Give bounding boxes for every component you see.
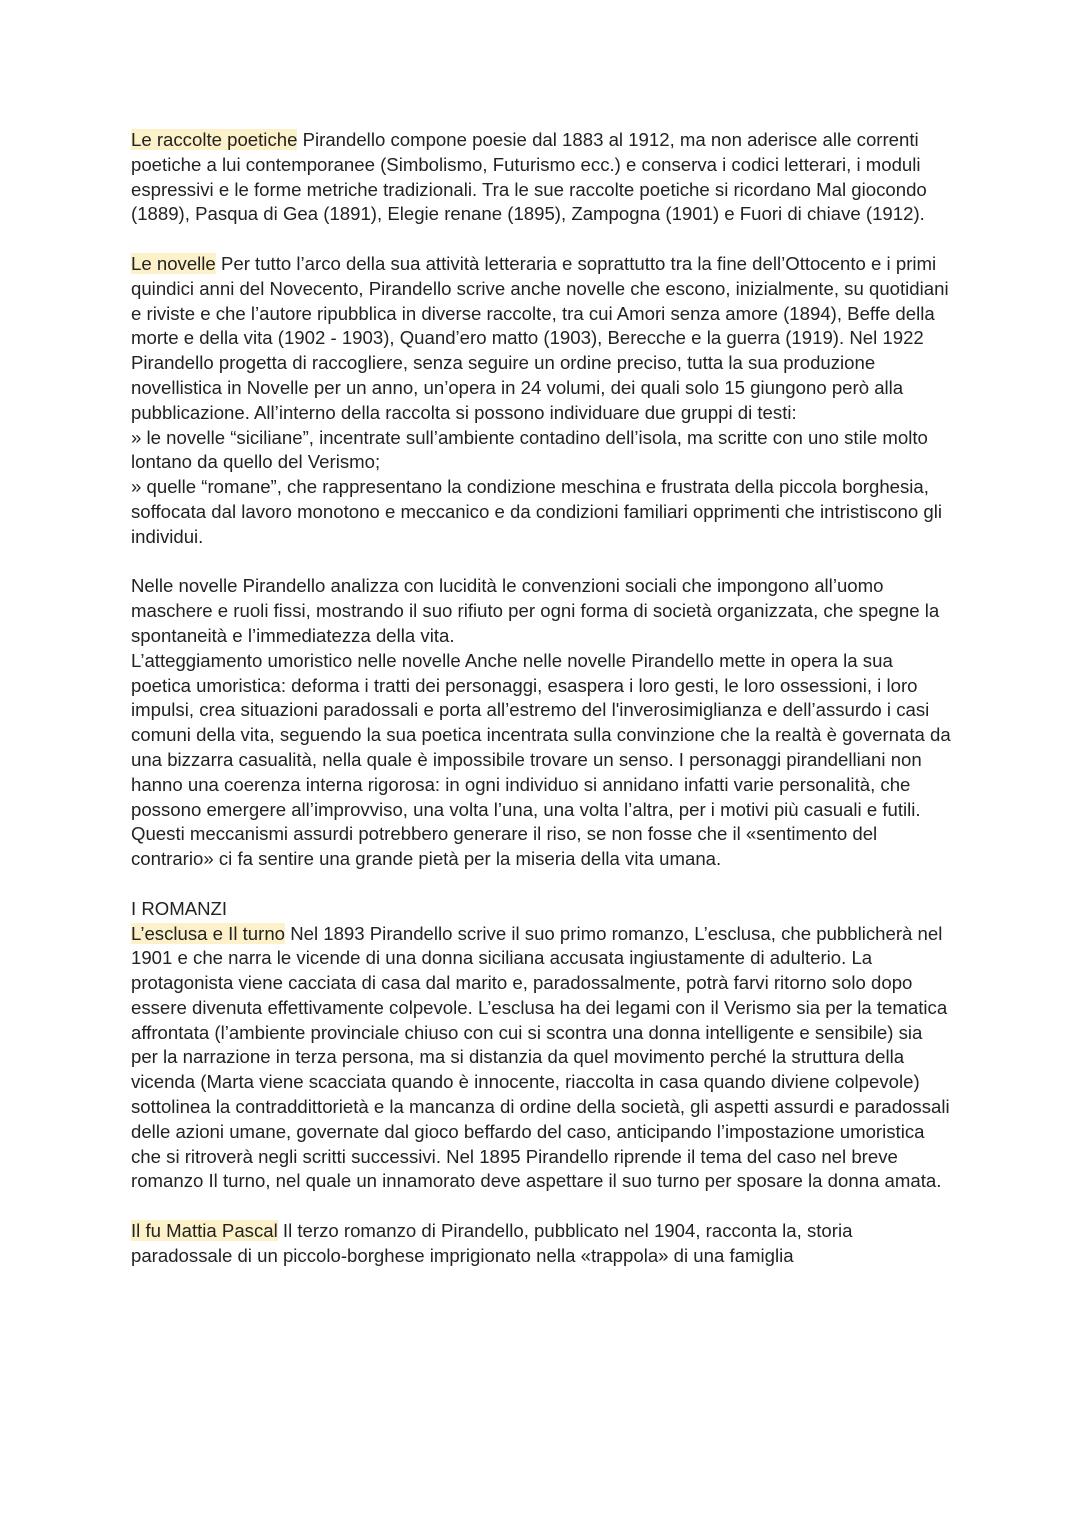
paragraph-esclusa-turno: [131, 897, 953, 1195]
text-novelle: Per tutto l’arco della sua attività letteraria e soprattutto tra la fine dell’Ottocento e i primi quindici anni del Novecento, Pirandello scrive anche novelle che escono, inizialmente, su quotidiani e riviste e che l’autore ripubblica in diverse raccolte, tra cui Amori senza amore (1894), Beffe della morte e della vita (1902 - 1903), Quand’ero matto (1903), Berecche e la guerra (1919). Nel 1922 Pirandello progetta di raccogliere, senza seguire un ordine preciso, tutta la sua produzione novellistica in Novelle per un anno, un’opera in 24 volumi, dei quali solo 15 giungono però alla pubblicazione. All’interno della raccolta si possono individuare due gruppi di testi:: [131, 252, 949, 423]
document-page: [131, 128, 953, 1269]
paragraph-convenzioni-sociali: [131, 574, 953, 648]
heading-raccolte-poetiche: Le raccolte poetiche: [131, 129, 298, 150]
text-raccolte-poetiche: Pirandello compone poesie dal 1883 al 1912, ma non aderisce alle correnti poetiche a lui contemporanee (Simbolismo, Futurismo ecc.) e conserva i codici letterari, i moduli espressivi e le forme metriche tradizionali. Tra le sue raccolte poetiche si ricordano Mal giocondo (1889), Pasqua di Gea (1891), Elegie renane (1895), Zampogna (1901) e Fuori di chiave (1912).: [131, 129, 927, 225]
paragraph-novelle: [131, 252, 953, 550]
text-convenzioni-sociali: Nelle novelle Pirandello analizza con lucidità le convenzioni sociali che impongono all’uomo maschere e ruoli fissi, mostrando il suo rifiuto per ogni forma di società organizzata, che spegne la spontaneità e l’immediatezza della vita.: [131, 575, 940, 646]
text-atteggiamento-umoristico: L’atteggiamento umoristico nelle novelle Anche nelle novelle Pirandello mette in opera la sua poetica umoristica: deforma i tratti dei personaggi, esaspera i loro gesti, le loro ossessioni, i loro impulsi, crea situazioni paradossali e porta all’estremo del l'inverosimiglianza e dell’assurdo i casi comuni della vita, seguendo la sua poetica incentrata sulla convinzione che la realtà è governata da una bizzarra casualità, nella quale è impossibile trovare un senso. I personaggi pirandelliani non hanno una coerenza interna rigorosa: in ogni individuo si annidano infatti varie personalità, che possono emergere all’improvviso, una volta l’una, una volta l’altra, per i motivi più casuali e futili. Questi meccanismi assurdi potrebbero generare il riso, se non fosse che il «sentimento del contrario» ci fa sentire una grande pietà per la miseria della vita umana.: [131, 649, 951, 870]
bullet-novelle-romane: » quelle “romane”, che rappresentano la condizione meschina e frustrata della piccola borghesia, soffocata dal lavoro monotono e meccanico e da condizioni familiari opprimenti che intristiscono gli individui.: [131, 476, 942, 547]
text-esclusa-turno: Nel 1893 Pirandello scrive il suo primo romanzo, L’esclusa, che pubblicherà nel 1901 e che narra le vicende di una donna siciliana accusata ingiustamente di adulterio. La protagonista viene cacciata di casa dal marito e, paradossalmente, potrà farvi ritorno solo dopo essere divenuta effettivamente colpevole. L’esclusa ha dei legami con il Verismo sia per la tematica affrontata (l’ambiente provinciale chiuso con cui si scontra una donna intelligente e sensibile) sia per la narrazione in terza persona, ma si distanzia da quel movimento perché la struttura della vicenda (Marta viene scacciata quando è innocente, riaccolta in casa quando diviene colpevole) sottolinea la contraddittorietà e la mancanza di ordine della società, gli aspetti assurdi e paradossali delle azioni umane, governate dal gioco beffardo del caso, anticipando l’impostazione umoristica che si ritroverà negli scritti successivi. Nel 1895 Pirandello riprende il tema del caso nel breve romanzo Il turno, nel quale un innamorato deve aspettare il suo turno per sposare la donna amata.: [131, 922, 950, 1192]
text-mattia-pascal: Il terzo romanzo di Pirandello, pubblicato nel 1904, racconta la, storia paradossale di un piccolo-borghese imprigionato nella «trappola» di una famiglia: [131, 1220, 853, 1266]
paragraph-raccolte-poetiche: [131, 128, 953, 227]
heading-esclusa-turno: L’esclusa e Il turno: [131, 922, 286, 944]
paragraph-mattia-pascal: [131, 1219, 953, 1269]
paragraph-atteggiamento-umoristico: [131, 649, 953, 872]
heading-novelle: Le novelle: [131, 252, 216, 274]
section-title-romanzi: I ROMANZI: [131, 897, 228, 919]
heading-mattia-pascal: Il fu Mattia Pascal: [131, 1220, 278, 1242]
bullet-novelle-siciliane: » le novelle “siciliane”, incentrate sull’ambiente contadino dell’isola, ma scritte con uno stile molto lontano da quello del Verismo;: [131, 426, 928, 473]
